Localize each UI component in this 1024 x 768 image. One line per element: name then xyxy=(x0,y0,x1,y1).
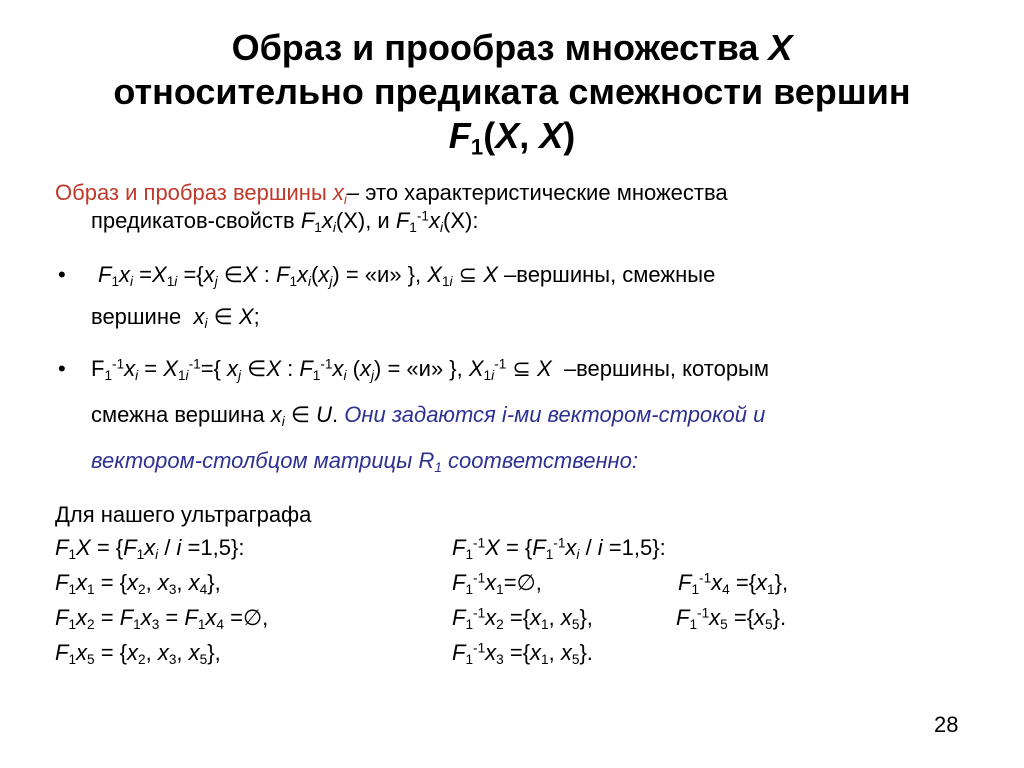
middle-row-3: $F_1^{-1}x_2 =\{x_1$, $x_5$}, xyxy=(452,605,593,633)
intro-line-1 xyxy=(55,180,728,206)
middle-row-4: $F_1^{-1}x_3 =\{x_1$, $x_5$}. xyxy=(452,640,593,668)
slide-title xyxy=(0,26,1024,158)
bullet-2-line-3 xyxy=(91,448,638,474)
title-line-1: Образ и прообраз множества X xyxy=(231,27,793,68)
bullet-1-line-1: $F_1x_i =X_{1i} =\{x_j$ ∈X : $F_1x_i(x_j)$ = «и» }, $X_{1i}$ ⊆ X –вершины, смежные xyxy=(98,262,716,290)
left-row-3: $F_1x_2 = F_1x_3 = F_1x_4$ =∅, xyxy=(55,605,269,633)
bullet-2-line-2 xyxy=(91,402,765,428)
intro-rest: – это хaрактеристические множества xyxy=(346,180,728,205)
bullet-2-blue-2: вектором-столбцом матрицы $R_1$ соответственно: xyxy=(91,448,639,476)
title-line-3: $F_1(X$, X) xyxy=(448,115,576,160)
middle-row-1: $F_1^{-1}X = \{F_1^{-1}x_i / i =1,5\}$: xyxy=(452,535,666,563)
left-row-4: $F_1x_5 = \{x_2$, $x_3$, $x_5$}, xyxy=(55,640,221,668)
bullet-1-marker: • xyxy=(58,262,66,287)
bullet-2-line-1: $F_1^{-1}x_i = X_{1i}^{-1}=${ $x_j$ ∈X : $F_1^{-1}x_i$ $(x_j)$ = «и» }, $X_{1i}^{-1}$ ⊆ X –вершины, которым xyxy=(91,356,769,384)
right-row-2: $F_1^{-1}x_5 =\{x_5\}$. xyxy=(676,605,787,633)
example-heading: Для нашего ультраграфа xyxy=(55,502,312,527)
intro-red-text: Образ и пробраз вершины $x_i$ xyxy=(55,180,347,208)
bullet-2-blue-1: Они задаются i-ми вектором-строкой и xyxy=(344,402,766,427)
left-row-2: $F_1x_1 = \{x_2$, $x_3$, $x_4$}, xyxy=(55,570,221,598)
bullet-2-plain: смежна вершина $x_i$ ∈ U. xyxy=(91,402,339,430)
left-row-1: $F_1X = \{F_1x_i / i =1,5\}$: xyxy=(55,535,245,563)
bullet-1-line-2: вершине $x_i$ ∈ X; xyxy=(91,304,260,332)
title-line-2: относительно предиката смежности вершин xyxy=(113,71,911,112)
bullet-2-marker: • xyxy=(58,356,66,381)
intro-line-2: предикатов-свойств $F_1x_i(X)$, и $F_1^{-1}x_i(X)$: xyxy=(91,208,479,236)
right-row-1: $F_1^{-1}x_4 =\{x_1\}$, xyxy=(678,570,789,598)
page-number: 28 xyxy=(934,712,959,737)
middle-row-2: $F_1^{-1}x_1=\emptyset$, xyxy=(452,570,542,598)
